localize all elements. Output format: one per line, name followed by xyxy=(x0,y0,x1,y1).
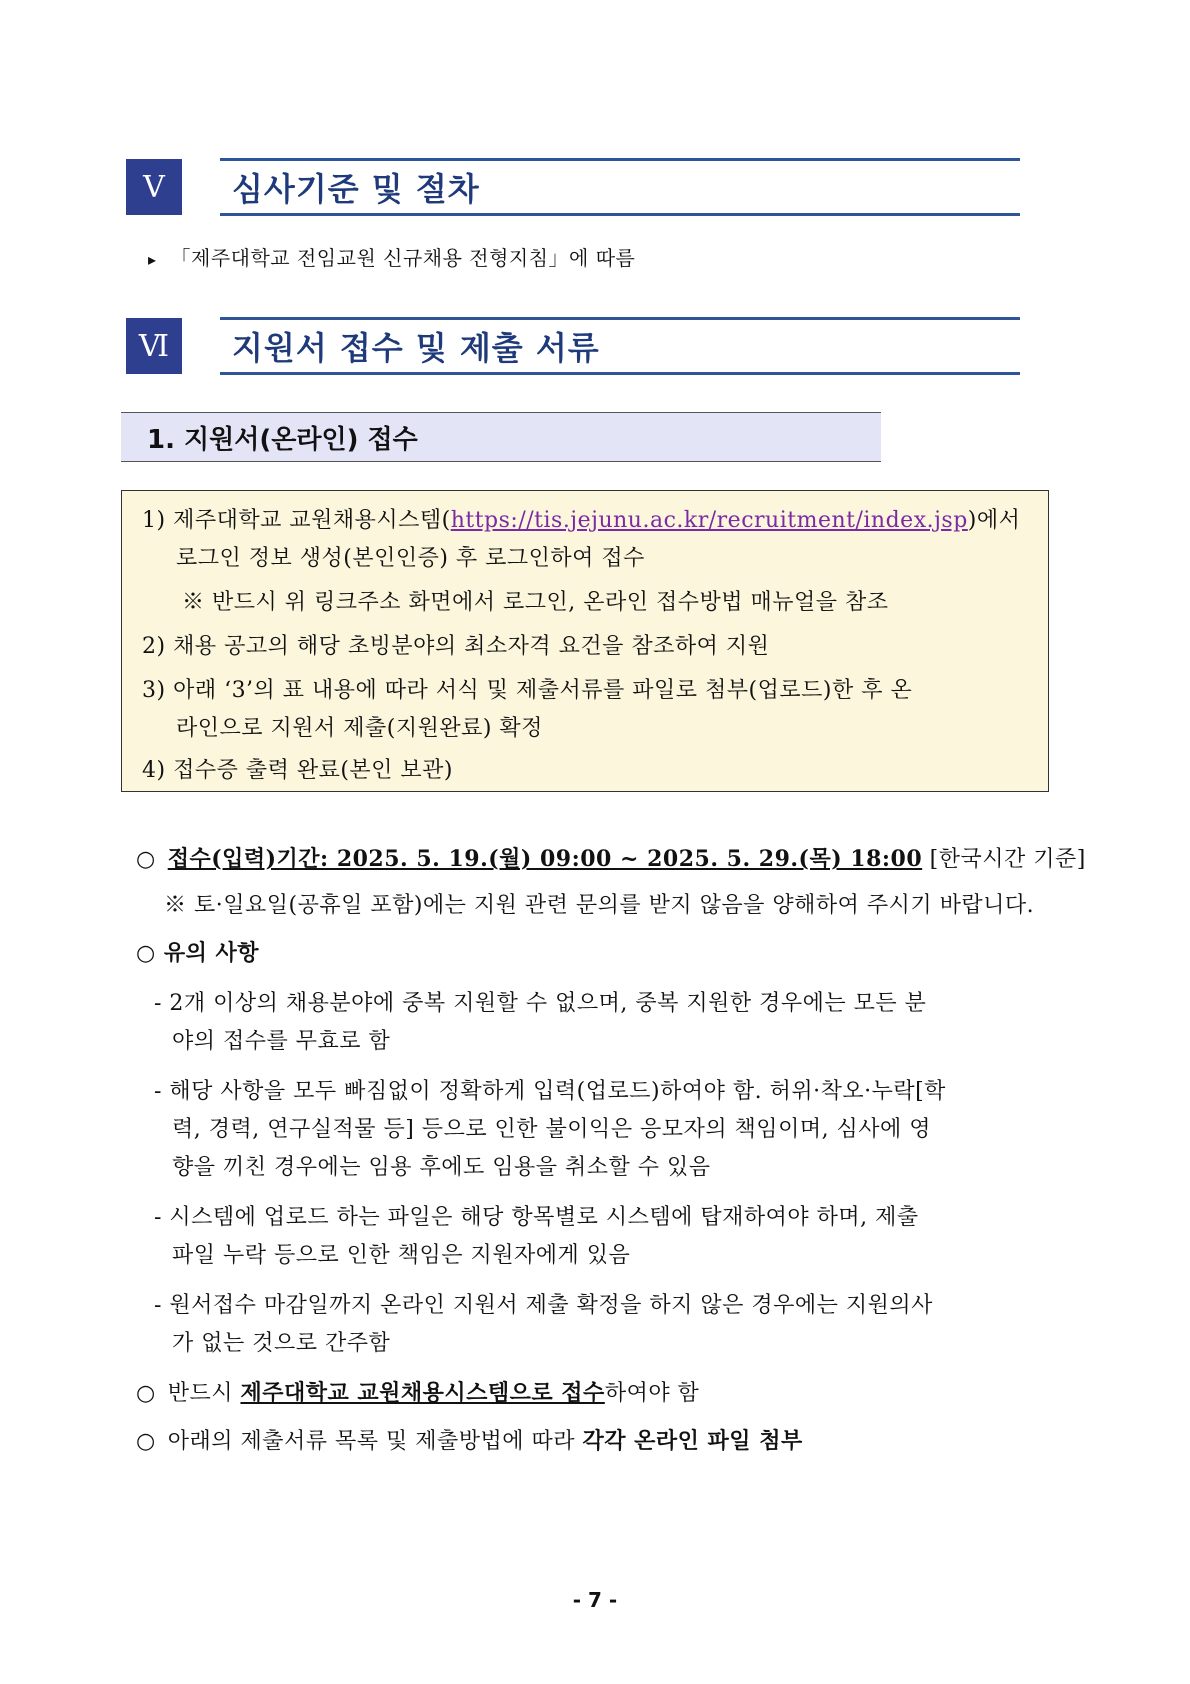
step-3-line1: 3) 아래 ‘3’의 표 내용에 따라 서식 및 제출서류를 파일로 첨부(업로드)한 후 온 xyxy=(142,678,913,703)
section-5-title xyxy=(220,158,1020,216)
attach-note xyxy=(136,1424,803,1455)
caution-2-line1: - 해당 사항을 모두 빠짐없이 정확하게 입력(업로드)하여야 함. 허위·착오·누락[학 xyxy=(154,1079,946,1104)
circle-bullet-icon: ○ xyxy=(136,1429,156,1454)
subsection-title xyxy=(121,412,881,462)
circle-bullet-icon: ○ xyxy=(136,1381,156,1406)
section-6-title-text: 지원서 접수 및 제출 서류 xyxy=(232,329,600,367)
attach-note-prefix: 아래의 제출서류 목록 및 제출방법에 따라 xyxy=(167,1429,583,1454)
must-submit-note xyxy=(136,1376,699,1407)
caution-2-line2: 력, 경력, 연구실적물 등] 등으로 인한 불이익은 응모자의 책임이며, 심사에 영 xyxy=(172,1117,932,1142)
step-3-line2: 라인으로 지원서 제출(지원완료) 확정 xyxy=(176,716,543,741)
step-1-note: ※ 반드시 위 링크주소 화면에서 로그인, 온라인 접수방법 매뉴얼을 참조 xyxy=(182,590,889,615)
step-2: 2) 채용 공고의 해당 초빙분야의 최소자격 요건을 참조하여 지원 xyxy=(142,634,770,659)
caution-2-line3: 향을 끼친 경우에는 임용 후에도 임용을 취소할 수 있음 xyxy=(172,1155,711,1180)
step-1 xyxy=(142,503,1020,534)
page-number: - 7 - xyxy=(572,1588,618,1612)
triangle-bullet-icon: ▸ xyxy=(148,250,157,269)
must-submit-suffix: 하여야 함 xyxy=(604,1381,700,1406)
caution-4-line2: 가 없는 것으로 간주함 xyxy=(172,1331,391,1356)
attach-note-emphasis: 각각 온라인 파일 첨부 xyxy=(582,1428,803,1454)
step-1-suffix: )에서 xyxy=(967,508,1021,533)
step-1-prefix: 1) 제주대학교 교원채용시스템( xyxy=(142,508,451,533)
caution-1-line2: 야의 접수를 무효로 함 xyxy=(172,1029,391,1054)
caution-1-line1: - 2개 이상의 채용분야에 중복 지원할 수 없으며, 중복 지원한 경우에는 모든 분 xyxy=(154,991,927,1016)
circle-bullet-icon: ○ xyxy=(136,847,156,872)
section-5-number: Ⅴ xyxy=(126,159,182,215)
section-5-note xyxy=(148,242,635,271)
section-6-title xyxy=(220,317,1020,375)
step-1-line2: 로그인 정보 생성(본인인증) 후 로그인하여 접수 xyxy=(176,546,645,571)
step-4: 4) 접수증 출력 완료(본인 보관) xyxy=(142,758,453,783)
caution-3-line1: - 시스템에 업로드 하는 파일은 해당 항목별로 시스템에 탑재하여야 하며, 제출 xyxy=(154,1205,919,1230)
application-period-suffix: [한국시간 기준] xyxy=(922,847,1086,872)
application-steps-box xyxy=(121,490,1049,792)
weekend-note: ※ 토·일요일(공휴일 포함)에는 지원 관련 문의를 받지 않음을 양해하여 주시기 바랍니다. xyxy=(164,893,1035,918)
caution-3-line2: 파일 누락 등으로 인한 책임은 지원자에게 있음 xyxy=(172,1243,631,1268)
section-5-title-text: 심사기준 및 절차 xyxy=(232,170,480,208)
must-submit-prefix: 반드시 xyxy=(167,1381,241,1406)
recruitment-link[interactable]: https://tis.jejunu.ac.kr/recruitment/index.jsp xyxy=(450,508,968,533)
must-submit-emphasis: 제주대학교 교원채용시스템으로 접수 xyxy=(240,1380,605,1406)
section-6-number: Ⅵ xyxy=(126,318,182,374)
subsection-title-text: 1. 지원서(온라인) 접수 xyxy=(147,424,418,455)
section-5-note-text: 「제주대학교 전임교원 신규채용 전형지침」에 따름 xyxy=(170,246,636,270)
caution-4-line1: - 원서접수 마감일까지 온라인 지원서 제출 확정을 하지 않은 경우에는 지원의사 xyxy=(154,1293,933,1318)
application-period xyxy=(136,842,1086,873)
cautions-heading: ○ 유의 사항 xyxy=(136,940,260,966)
application-period-label: 접수(입력)기간: 2025. 5. 19.(월) 09:00 ~ 2025. 5. 29.(목) 18:00 xyxy=(167,846,923,872)
